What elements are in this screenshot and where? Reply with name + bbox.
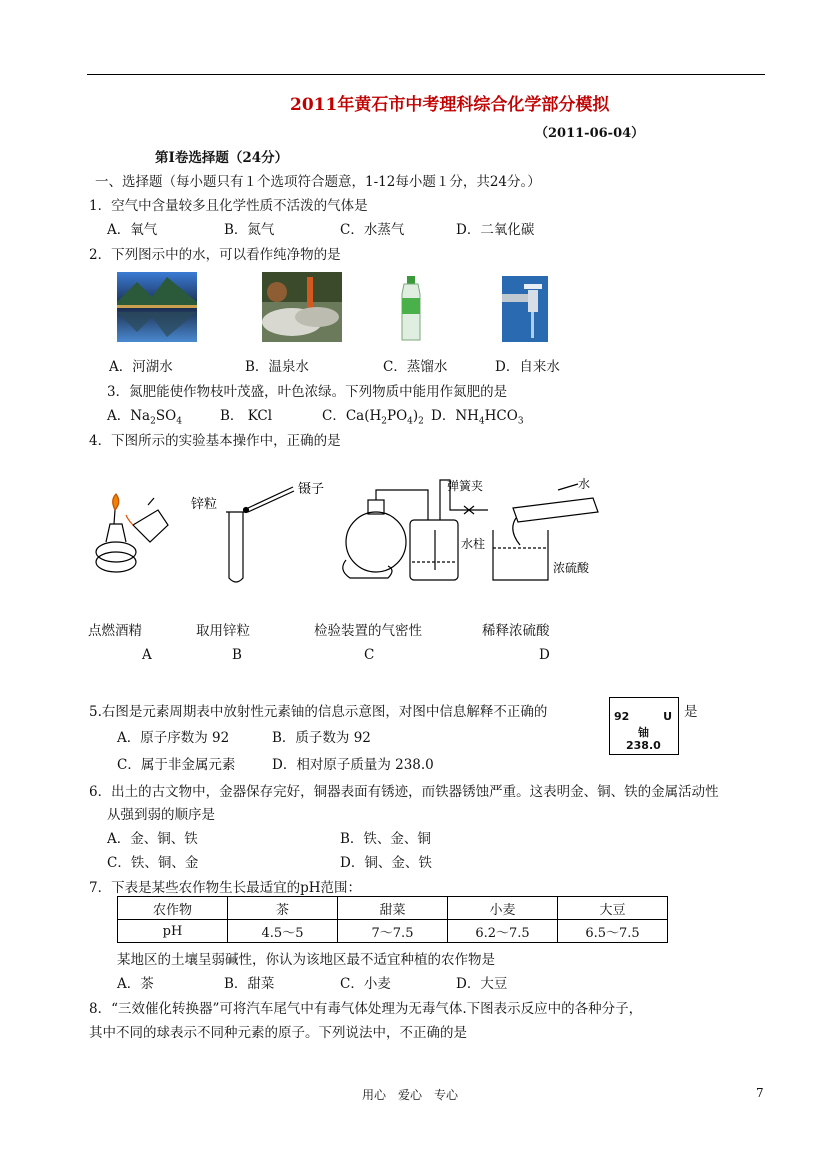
q3-option-c: C．$Ca(H_2PO_4)_2$ xyxy=(322,408,424,427)
table-cell: 甜菜 xyxy=(338,897,448,920)
q1-option-b: B．氮气 xyxy=(224,222,275,238)
q6-option-b: B．铁、金、铜 xyxy=(340,831,431,847)
table-cell: 7～7.5 xyxy=(338,920,448,943)
q7-follow: 某地区的土壤呈弱碱性，你认为该地区最不适宜种植的农作物是 xyxy=(117,952,495,968)
q4-letter-c: C xyxy=(364,647,375,663)
q1-option-d: D．二氧化碳 xyxy=(456,222,535,238)
q4-letter-d: D xyxy=(539,647,550,663)
table-row xyxy=(118,920,668,943)
q3-option-a: A．$Na_2SO_4$ xyxy=(107,408,182,427)
q1-stem: 1．空气中含量较多且化学性质不活泼的气体是 xyxy=(89,198,368,214)
q6-option-d: D．铜、金、铁 xyxy=(340,855,432,871)
page-number: 7 xyxy=(756,1086,764,1100)
q6-stem-line1: 6．出土的古文物中，金器保存完好，铜器表面有锈迹，而铁器锈蚀严重。这表明金、铜、铁的金属活动性 xyxy=(89,784,719,800)
table-header-row xyxy=(118,897,668,920)
q5-option-d: D．相对原子质量为 238.0 xyxy=(272,757,434,773)
q1-option-a: A．氧气 xyxy=(107,222,158,238)
airtight-apparatus-drawing xyxy=(343,480,488,580)
q5-option-a: A．原子序数为 92 xyxy=(117,730,230,746)
q4-letter-b: B xyxy=(232,647,242,663)
q5-option-b: B．质子数为 92 xyxy=(272,730,371,746)
element-symbol: U xyxy=(663,710,672,723)
q3-stem: 3．氮肥能使作物枝叶茂盛，叶色浓绿。下列物质中能用作氮肥的是 xyxy=(107,384,508,400)
table-cell: pH xyxy=(118,920,228,943)
q5-stem: 5.右图是元素周期表中放射性元素铀的信息示意图，对图中信息解释不正确的 xyxy=(89,704,548,720)
table-cell: 大豆 xyxy=(558,897,668,920)
q1-option-c: C．水蒸气 xyxy=(340,222,405,238)
conc-acid-label: 浓硫酸 xyxy=(553,561,590,575)
q6-option-a: A．金、铜、铁 xyxy=(107,831,198,847)
table-cell: 6.2～7.5 xyxy=(448,920,558,943)
q6-option-c: C．铁、铜、金 xyxy=(107,855,199,871)
page-title: 2011年黄石市中考理科综合化学部分模拟 xyxy=(290,95,610,115)
water-column-label: 水柱 xyxy=(461,537,486,551)
table-cell: 农作物 xyxy=(118,897,228,920)
instructions: 一、选择题（每小题只有１个选项符合题意，1-12每小题１分，共24分。） xyxy=(95,174,541,190)
element-name: 铀 xyxy=(638,726,649,739)
ph-table xyxy=(117,896,668,943)
q3-option-b: B． KCl xyxy=(220,408,273,424)
table-cell: 6.5～7.5 xyxy=(558,920,668,943)
tweezers-label: 镊子 xyxy=(298,482,325,497)
footer-text: 用心 爱心 专心 xyxy=(362,1088,459,1102)
q8-stem-line1: 8．“三效催化转换器”可将汽车尾气中有毒气体处理为无毒气体.下图表示反应中的各种分子， xyxy=(89,1001,643,1017)
lake-water-photo xyxy=(117,272,197,342)
alcohol-lamp-drawing xyxy=(96,494,168,572)
q2-option-d: D．自来水 xyxy=(495,359,560,375)
q5-stem-end: 是 xyxy=(684,704,698,720)
q7-option-c: C．小麦 xyxy=(340,976,391,992)
distilled-water-bottle xyxy=(398,276,424,342)
exam-date: （2011-06-04） xyxy=(535,126,645,141)
test-tube-drawing xyxy=(226,487,294,582)
water-label: 水 xyxy=(578,477,591,491)
q2-option-a: A．河湖水 xyxy=(109,359,173,375)
zinc-label: 锌粒 xyxy=(191,497,218,512)
q2-option-b: B．温泉水 xyxy=(245,359,309,375)
header-rule xyxy=(87,74,765,75)
uranium-element-card xyxy=(609,697,679,755)
table-cell: 小麦 xyxy=(448,897,558,920)
q4-caption-c: 检验装置的气密性 xyxy=(314,623,422,639)
section-heading: 第Ⅰ卷选择题（24分） xyxy=(155,150,289,166)
q4-letter-a: A xyxy=(142,647,152,663)
table-cell: 4.5～5 xyxy=(228,920,338,943)
spring-clip-label: 弹簧夹 xyxy=(447,479,484,493)
table-cell: 茶 xyxy=(228,897,338,920)
q2-stem: 2．下列图示中的水，可以看作纯净物的是 xyxy=(89,247,341,263)
q4-caption-d: 稀释浓硫酸 xyxy=(482,623,550,639)
q7-option-d: D．大豆 xyxy=(456,976,508,992)
q3-option-d: D．$NH_4HCO_3$ xyxy=(431,408,524,427)
q7-option-a: A．茶 xyxy=(117,976,154,992)
q4-caption-b: 取用锌粒 xyxy=(196,623,250,639)
q4-lab-figure xyxy=(88,470,608,590)
element-number: 92 xyxy=(614,710,630,723)
q4-caption-a: 点燃酒精 xyxy=(88,623,142,639)
q2-option-c: C．蒸馏水 xyxy=(383,359,448,375)
q8-stem-line2: 其中不同的球表示不同种元素的原子。下列说法中，不正确的是 xyxy=(89,1025,467,1041)
q7-stem: 7．下表是某些农作物生长最适宜的pH范围： xyxy=(89,880,362,896)
hot-spring-photo xyxy=(262,272,342,342)
tap-water-photo xyxy=(502,276,548,342)
q6-stem-line2: 从强到弱的顺序是 xyxy=(107,807,215,823)
q5-option-c: C．属于非金属元素 xyxy=(117,757,236,773)
element-mass: 238.0 xyxy=(626,739,661,752)
q7-option-b: B．甜菜 xyxy=(224,976,275,992)
q4-stem: 4．下图所示的实验基本操作中，正确的是 xyxy=(89,433,341,449)
